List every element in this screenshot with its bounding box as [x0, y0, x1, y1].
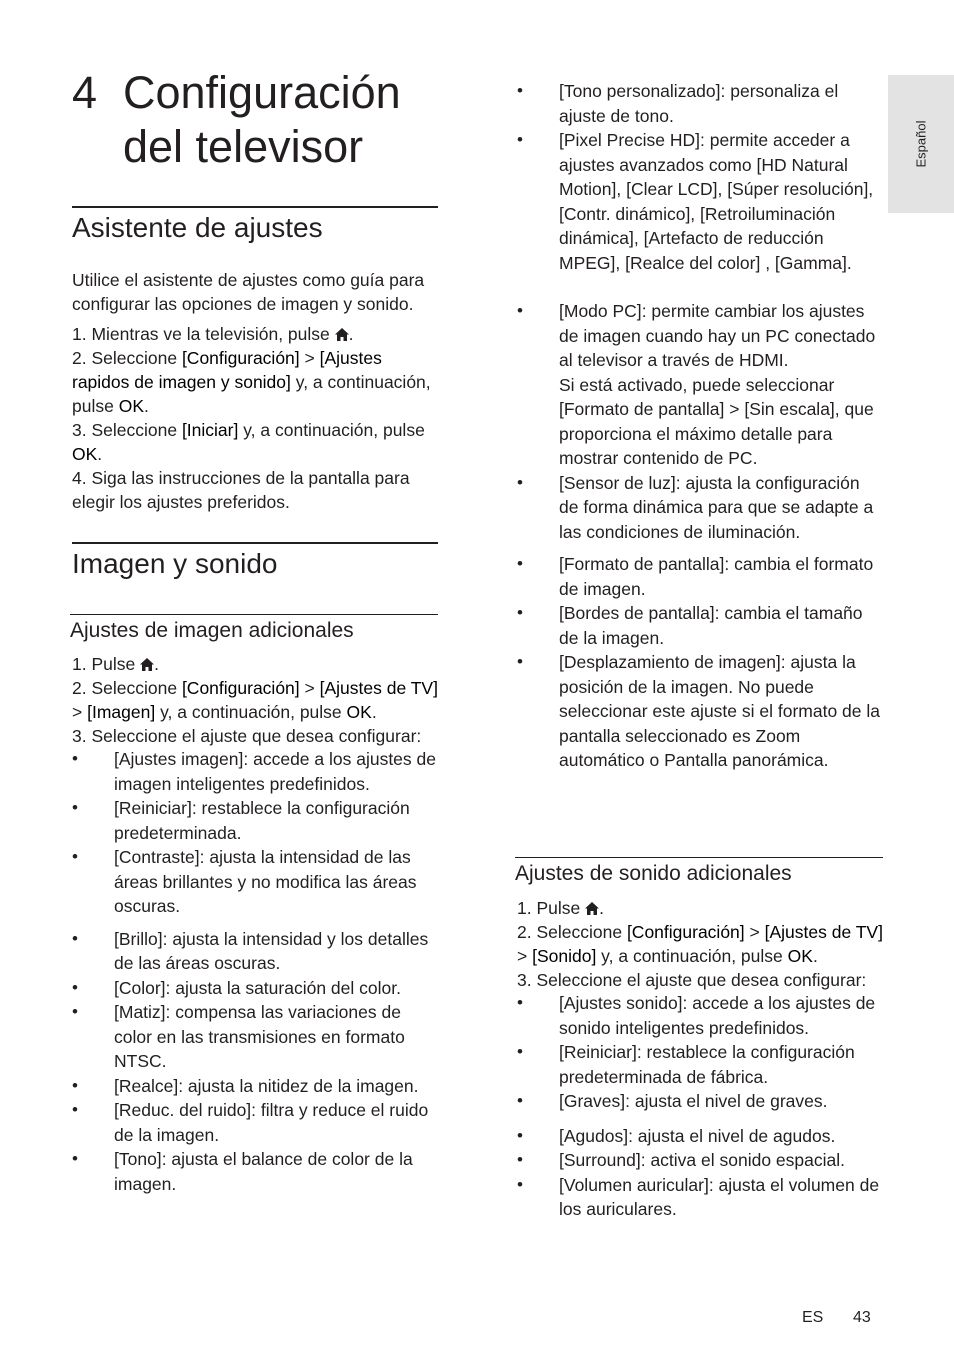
setup-steps [72, 322, 438, 514]
sound-settings-list [517, 991, 883, 1222]
sound-steps [517, 896, 883, 992]
list-item: • [Bordes de pantalla]: cambia el tamaño de la imagen. [517, 603, 863, 648]
chapter-name: Configuración del televisor [123, 67, 401, 172]
list-item: • [Contraste]: ajusta la intensidad de las áreas brillantes y no modifica las áreas oscuras. [72, 847, 417, 916]
list-item: • [Color]: ajusta la saturación del color. [72, 977, 401, 998]
list-item: • [Ajustes imagen]: accede a los ajustes de imagen inteligentes predefinidos. [72, 749, 436, 794]
home-icon [585, 902, 599, 915]
sound-step-3: 3. Seleccione el ajuste que desea configurar: [517, 970, 867, 990]
language-tab-label: Español [913, 120, 929, 168]
setup-step-1: 1. Mientras ve la televisión, pulse . [72, 324, 354, 344]
list-item: • [Tono]: ajusta el balance de color de la imagen. [72, 1149, 413, 1194]
subsection-heading-picture: Ajustes de imagen adicionales [70, 614, 438, 643]
setup-step-2: 2. Seleccione [Configuración] > [Ajustes rapidos de imagen y sonido] y, a continuación, pulse OK. [72, 348, 431, 416]
list-item: • [Desplazamiento de imagen]: ajusta la posición de la imagen. No puede seleccionar este ajuste si el formato de la pantalla seleccionado es Zoom automático o Pantalla panorámica. [517, 652, 880, 770]
chapter-number: 4 [72, 67, 98, 118]
sound-step-1: 1. Pulse . [517, 898, 604, 918]
list-item: • [Graves]: ajusta el nivel de graves. [517, 1091, 828, 1111]
picture-step-3: 3. Seleccione el ajuste que desea configurar: [72, 726, 422, 746]
subsection-heading-sound: Ajustes de sonido adicionales [515, 857, 883, 886]
picture-steps [72, 652, 438, 748]
list-item: • [Reiniciar]: restablece la configuración predeterminada de fábrica. [517, 1042, 855, 1087]
list-item: • [Surround]: activa el sonido espacial. [517, 1150, 846, 1170]
setup-intro: Utilice el asistente de ajustes como guía para configurar las opciones de imagen y sonido. [72, 270, 425, 314]
list-item: • [Ajustes sonido]: accede a los ajustes de sonido inteligentes predefinidos. [517, 993, 876, 1038]
page-number: 43 [853, 1309, 871, 1326]
list-item: • [Sensor de luz]: ajusta la configuración de forma dinámica para que se adapte a las condiciones de iluminación. [517, 472, 874, 542]
picture-step-2: 2. Seleccione [Configuración] > [Ajustes de TV] > [Imagen] y, a continuación, pulse OK. [72, 678, 438, 722]
home-icon [335, 328, 349, 341]
footer-language: ES [802, 1309, 824, 1326]
setup-step-3: 3. Seleccione [Iniciar] y, a continuación, pulse OK. [72, 420, 425, 464]
list-item: • [Formato de pantalla]: cambia el formato de imagen. [517, 554, 874, 599]
list-item: • [Reiniciar]: restablece la configuración predeterminada. [72, 798, 410, 843]
list-item: • [Matiz]: compensa las variaciones de color en las transmisiones en formato NTSC. [72, 1002, 405, 1071]
section-heading-setup: Asistente de ajustes [72, 206, 438, 244]
setup-step-4: 4. Siga las instrucciones de la pantalla para elegir los ajustes preferidos. [72, 468, 410, 512]
list-item: • [Modo PC]: permite cambiar los ajustes de imagen cuando hay un PC conectado al televisor a través de HDMI. Si está activado, puede seleccionar [Formato de pantalla] > [Sin escala], que proporciona el máximo detalle para mostrar contenido de PC. [517, 301, 876, 468]
home-icon [140, 658, 154, 671]
picture-settings-list [72, 747, 438, 1196]
list-item: • [Tono personalizado]: personaliza el ajuste de tono. [517, 81, 839, 126]
list-item: • [Pixel Precise HD]: permite acceder a ajustes avanzados como [HD Natural Motion], [Clear LCD], [Súper resolución], [Contr. dinámico], [Retroiluminación dinámica], [Artefacto de reducción MPEG], [Realce del color] , [Gamma]. [517, 130, 874, 273]
sound-step-2: 2. Seleccione [Configuración] > [Ajustes de TV] > [Sonido] y, a continuación, pulse OK. [517, 922, 883, 966]
section-heading-picture-sound: Imagen y sonido [72, 542, 438, 580]
picture-settings-list-continued [517, 79, 881, 773]
list-item: • [Agudos]: ajusta el nivel de agudos. [517, 1125, 836, 1146]
picture-step-1: 1. Pulse . [72, 654, 159, 674]
language-tab [888, 75, 954, 213]
list-item: • [Reduc. del ruido]: filtra y reduce el ruido de la imagen. [72, 1100, 429, 1145]
list-item: • [Realce]: ajusta la nitidez de la imagen. [72, 1075, 419, 1096]
list-item: • [Brillo]: ajusta la intensidad y los detalles de las áreas oscuras. [72, 928, 429, 973]
list-item: • [Volumen auricular]: ajusta el volumen de los auriculares. [517, 1174, 880, 1219]
